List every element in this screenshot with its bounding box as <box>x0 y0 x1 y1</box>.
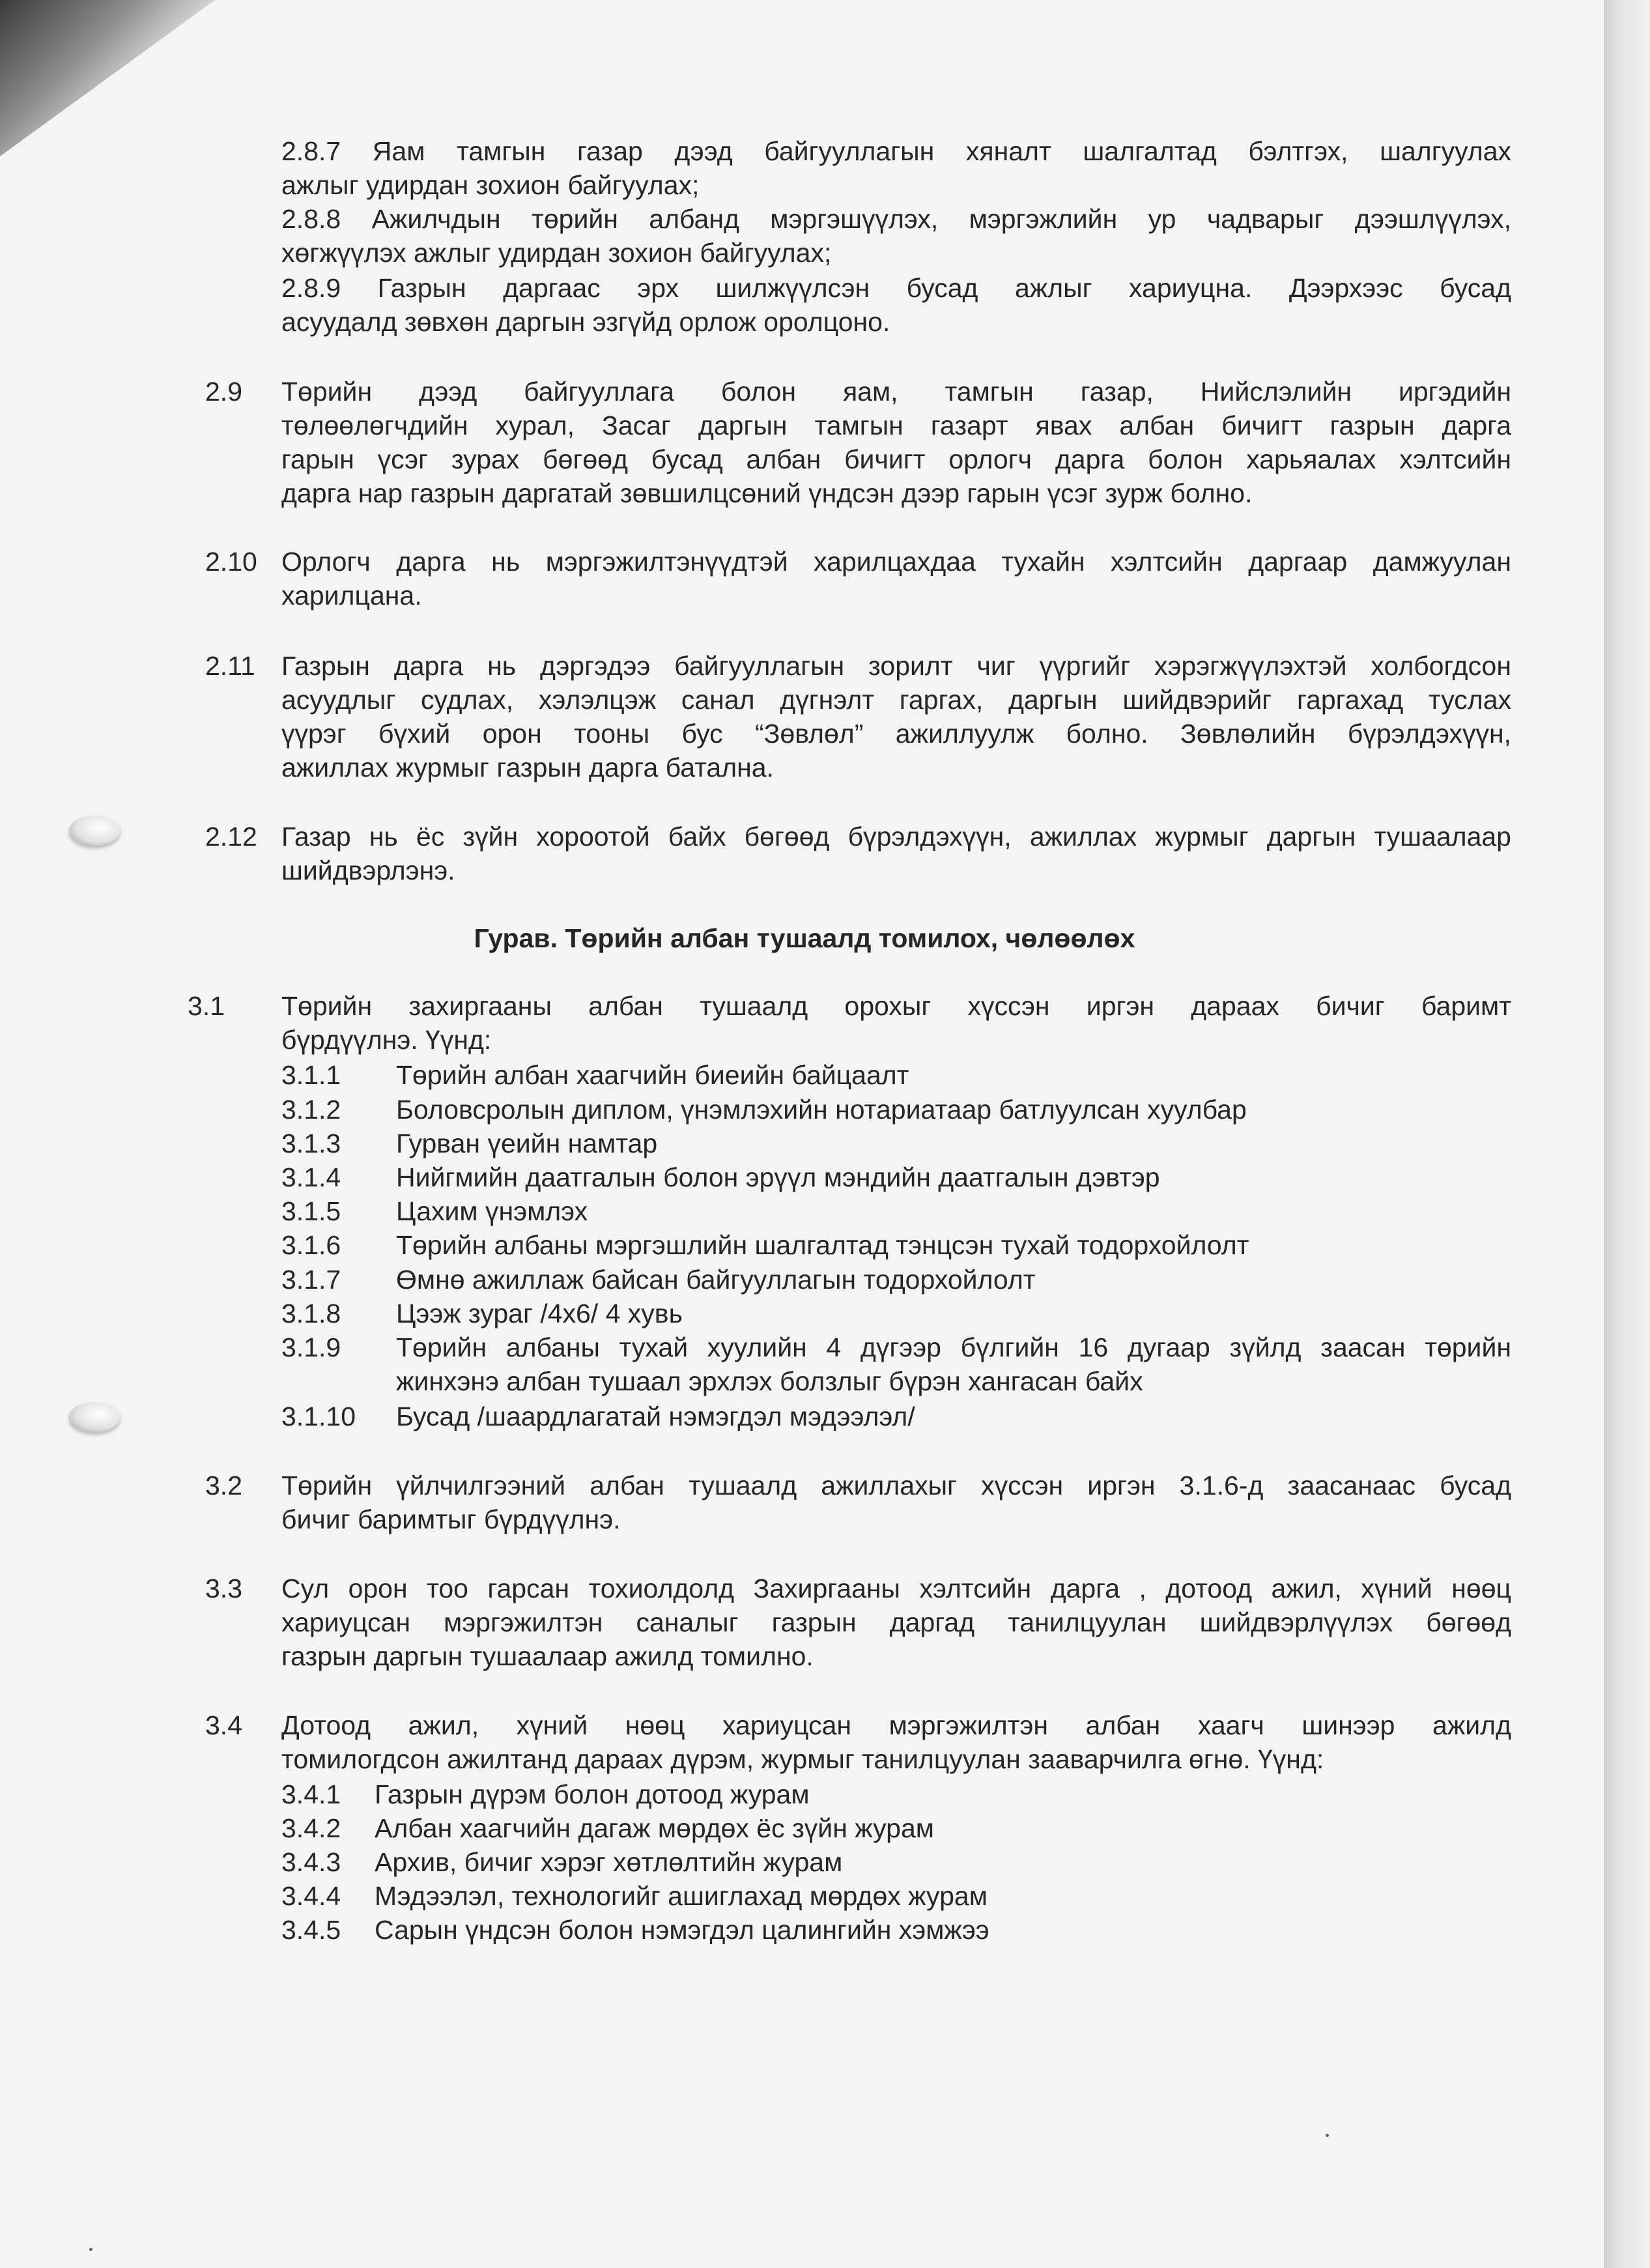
punch-hole <box>69 1402 120 1432</box>
subitem-number: 3.1.1 <box>281 1060 341 1090</box>
clause-2-8-7-line: ажлыг удирдан зохион байгуулах; <box>281 170 700 200</box>
clause-number: 2.9 <box>205 377 242 407</box>
subitem-text: Нийгмийн даатгалын болон эрүүл мэндийн даатгалын дэвтэр <box>396 1162 1160 1192</box>
subitem-number: 3.4.2 <box>281 1813 341 1843</box>
clause-2-10-line: Орлогч дарга нь мэргэжилтэнүүдтэй харилцахдаа тухайн хэлтсийн даргаар дамжуулан <box>281 547 1511 577</box>
clause-2-11-line: ажиллах журмыг газрын дарга батална. <box>281 753 774 782</box>
subitem-number: 3.1.2 <box>281 1095 341 1125</box>
clause-2-12-line: Газар нь ёс зүйн хороотой байх бөгөөд бүрэлдэхүүн, ажиллах журмыг даргын тушаалаар <box>281 822 1511 852</box>
subitem-number: 3.4.3 <box>281 1847 341 1877</box>
clause-2-9-line: дарга нар газрын даргатай зөвшилцсөний үндсэн дээр гарын үсэг зурж болно. <box>281 478 1253 508</box>
scan-speck <box>89 2248 92 2251</box>
clause-3-1-line: Төрийн захиргааны албан тушаалд орохыг хүссэн иргэн дараах бичиг баримт <box>281 991 1511 1021</box>
subitem-text: Сарын үндсэн болон нэмэгдэл цалингийн хэмжээ <box>375 1915 989 1945</box>
subitem-text: Боловсролын диплом, үнэмлэхийн нотариатаар батлуулсан хуулбар <box>396 1095 1247 1125</box>
subitem-text: Төрийн албаны мэргэшлийн шалгалтад тэнцсэн тухай тодорхойлолт <box>396 1230 1249 1260</box>
subitem-text: Бусад /шаардлагатай нэмэгдэл мэдээлэл/ <box>396 1401 915 1431</box>
subitem-text: Мэдээлэл, технологийг ашиглахад мөрдөх журам <box>375 1881 988 1911</box>
subitem-number: 3.1.10 <box>281 1401 356 1431</box>
clause-number: 3.1 <box>188 991 225 1021</box>
clause-number: 3.4 <box>205 1710 242 1740</box>
subitem-number: 3.1.4 <box>281 1162 341 1192</box>
clause-3-2-line: бичиг баримтыг бүрдүүлнэ. <box>281 1504 621 1534</box>
clause-2-11-line: Газрын дарга нь дэргэдээ байгууллагын зорилт чиг үүргийг хэрэгжүүлэхтэй холбогдсон <box>281 651 1511 681</box>
clause-3-3-line: газрын даргын тушаалаар ажилд томилно. <box>281 1641 814 1671</box>
subitem-text: Цээж зураг /4х6/ 4 хувь <box>396 1299 683 1328</box>
clause-2-10-line: харилцана. <box>281 581 422 610</box>
clause-2-12-line: шийдвэрлэнэ. <box>281 855 455 885</box>
subitem-text: Газрын дүрэм болон дотоод журам <box>375 1779 810 1809</box>
clause-number: 2.10 <box>205 547 257 577</box>
subitem-number: 3.4.4 <box>281 1881 341 1911</box>
clause-3-1-line: бүрдүүлнэ. Үүнд: <box>281 1025 492 1055</box>
clause-number: 3.2 <box>205 1471 242 1500</box>
section-heading: Гурав. Төрийн албан тушаалд томилох, чөлөөлөх <box>474 923 1135 953</box>
clause-3-3-line: хариуцсан мэргэжилтэн саналыг газрын даргад танилцуулан шийдвэрлүүлэх бөгөөд <box>281 1607 1511 1637</box>
subitem-number: 3.1.9 <box>281 1332 341 1362</box>
subitem-number: 3.4.1 <box>281 1779 341 1809</box>
subitem-number: 3.1.3 <box>281 1128 341 1158</box>
subitem-text: Төрийн албаны тухай хуулийн 4 дүгээр бүлгийн 16 дугаар зүйлд заасан төрийн <box>396 1332 1511 1362</box>
subitem-text: Албан хаагчийн дагаж мөрдөх ёс зүйн журам <box>375 1813 934 1843</box>
clause-number: 3.3 <box>205 1573 242 1603</box>
subitem-text: Цахим үнэмлэх <box>396 1196 588 1226</box>
clause-2-8-8-line: 2.8.8 Ажилчдын төрийн албанд мэргэшүүлэх, мэргэжлийн ур чадварыг дээшлүүлэх, <box>281 204 1511 234</box>
clause-2-9-line: Төрийн дээд байгууллага болон яам, тамгын газар, Нийслэлийн иргэдийн <box>281 377 1511 407</box>
punch-hole <box>69 816 120 846</box>
subitem-number: 3.1.6 <box>281 1230 341 1260</box>
subitem-text: Архив, бичиг хэрэг хөтлөлтийн журам <box>375 1847 843 1877</box>
clause-3-4-line: Дотоод ажил, хүний нөөц хариуцсан мэргэжилтэн албан хаагч шинээр ажилд <box>281 1710 1511 1740</box>
clause-2-9-line: төлөөлөгчдийн хурал, Засаг даргын тамгын газарт явах албан бичигт газрын дарга <box>281 410 1511 440</box>
page-edge-shadow <box>1604 0 1650 2268</box>
subitem-text: Өмнө ажиллаж байсан байгууллагын тодорхойлолт <box>396 1265 1036 1295</box>
subitem-text: Гурван үеийн намтар <box>396 1128 658 1158</box>
clause-2-11-line: үүрэг бүхий орон тооны бус “Зөвлөл” ажиллуулж болно. Зөвлөлийн бүрэлдэхүүн, <box>281 719 1511 749</box>
clause-2-8-9-line: асуудалд зөвхөн даргын эзгүйд орлож оролцоно. <box>281 307 890 337</box>
subitem-number: 3.4.5 <box>281 1915 341 1945</box>
subitem-number: 3.1.8 <box>281 1299 341 1328</box>
clause-3-3-line: Сул орон тоо гарсан тохиолдолд Захиргааны хэлтсийн дарга , дотоод ажил, хүний нөөц <box>281 1573 1511 1603</box>
subitem-number: 3.1.5 <box>281 1196 341 1226</box>
clause-3-4-line: томилогдсон ажилтанд дараах дүрэм, журмыг танилцуулан зааварчилга өгнө. Үүнд: <box>281 1744 1324 1774</box>
clause-number: 2.12 <box>205 822 257 852</box>
clause-2-8-8-line: хөгжүүлэх ажлыг удирдан зохион байгуулах; <box>281 238 832 268</box>
clause-2-11-line: асуудлыг судлах, хэлэлцэж санал дүгнэлт гаргах, даргын шийдвэрийг гаргахад туслах <box>281 685 1511 715</box>
scan-speck <box>1326 2134 1329 2137</box>
subitem-text: Төрийн албан хаагчийн биеийн байцаалт <box>396 1060 909 1090</box>
clause-2-9-line: гарын үсэг зурах бөгөөд бусад албан бичигт орлогч дарга болон харьяалах хэлтсийн <box>281 444 1511 474</box>
clause-2-8-7-line: 2.8.7 Яам тамгын газар дээд байгууллагын хяналт шалгалтад бэлтгэх, шалгуулах <box>281 136 1511 166</box>
subitem-text: жинхэнэ албан тушаал эрхлэх болзлыг бүрэн хангасан байх <box>396 1366 1143 1396</box>
clause-number: 2.11 <box>205 651 255 681</box>
subitem-number: 3.1.7 <box>281 1265 341 1295</box>
clause-2-8-9-line: 2.8.9 Газрын даргаас эрх шилжүүлсэн бусад ажлыг хариуцна. Дээрхээс бусад <box>281 273 1511 303</box>
clause-3-2-line: Төрийн үйлчилгээний албан тушаалд ажиллахыг хүссэн иргэн 3.1.6-д заасанаас бусад <box>281 1471 1511 1500</box>
